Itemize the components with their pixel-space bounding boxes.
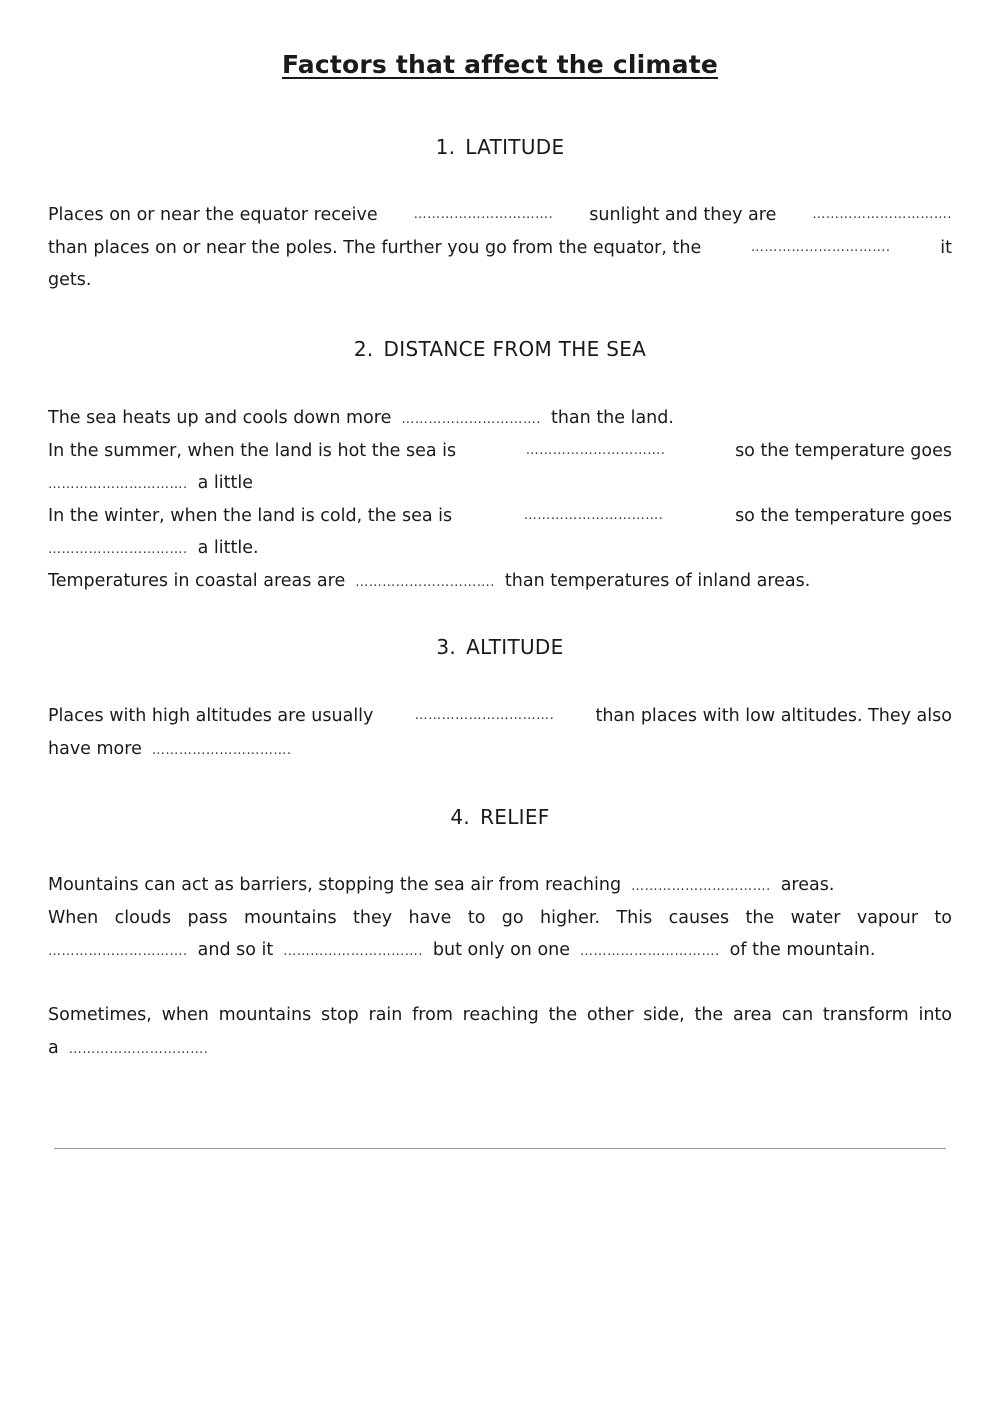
text-line <box>48 869 952 902</box>
answer-blank[interactable]: …………………………. <box>631 879 771 894</box>
text-fragment: a little. <box>197 538 259 558</box>
text-line <box>48 1032 952 1065</box>
text-fragment: The sea heats up and cools down more <box>48 408 392 428</box>
text-fragment: than temperatures of inland areas. <box>504 570 811 591</box>
answer-blank[interactable]: …………………………. <box>750 239 891 255</box>
section-heading-altitude <box>0 635 1000 659</box>
text-fragment: a little <box>197 473 254 493</box>
answer-blank[interactable]: …………………………. <box>151 742 292 758</box>
answer-blank[interactable]: …………………………. <box>413 207 554 222</box>
answer-blank[interactable]: …………………………. <box>48 944 188 959</box>
text-fragment: In the summer, when the land is hot the sea is <box>48 440 457 461</box>
text-line <box>48 199 952 232</box>
text-fragment: In the winter, when the land is cold, the sea is <box>48 505 453 526</box>
text-line <box>48 500 952 533</box>
answer-blank[interactable]: …………………………. <box>812 207 952 222</box>
text-fragment: a <box>48 1037 59 1058</box>
section-number: 4. <box>450 805 471 829</box>
section-title: RELIEF <box>480 805 550 829</box>
text-line <box>48 700 952 733</box>
section-title: ALTITUDE <box>466 635 564 659</box>
text-fragment: sunlight and they are <box>589 205 777 225</box>
section-heading-relief <box>0 805 1000 829</box>
text-line <box>48 532 952 565</box>
answer-blank[interactable]: …………………………. <box>355 574 495 590</box>
text-fragment: but only on one <box>432 940 571 960</box>
text-fragment: so the temperature goes <box>735 440 952 461</box>
text-fragment: When clouds pass mountains they have to go higher. This causes the water vapour to <box>48 907 952 928</box>
section-heading-latitude <box>0 135 1000 159</box>
text-line <box>48 934 952 967</box>
text-line <box>48 264 952 297</box>
text-fragment: than places on or near the poles. The further you go from the equator, the <box>48 237 702 258</box>
text-fragment: Mountains can act as barriers, stopping the sea air from reaching <box>48 875 622 895</box>
section-title: DISTANCE FROM THE SEA <box>383 337 647 361</box>
text-line <box>48 402 952 435</box>
section-heading-distance-from-sea <box>0 337 1000 361</box>
answer-blank[interactable]: …………………………. <box>68 1041 209 1057</box>
text-fragment: Places on or near the equator receive <box>48 205 378 225</box>
answer-blank[interactable]: …………………………. <box>523 507 664 523</box>
answer-blank[interactable]: …………………………. <box>525 442 666 458</box>
text-fragment: Places with high altitudes are usually <box>48 706 374 726</box>
text-fragment: Temperatures in coastal areas are <box>48 570 346 591</box>
answer-blank[interactable]: …………………………. <box>414 708 555 723</box>
text-fragment: have more <box>48 738 142 759</box>
section-number: 3. <box>436 635 457 659</box>
section-title: LATITUDE <box>465 135 565 159</box>
text-line <box>48 435 952 468</box>
text-fragment: than places with low altitudes. They also <box>595 706 952 726</box>
answer-blank[interactable]: …………………………. <box>283 944 423 959</box>
answer-blank[interactable]: …………………………. <box>48 542 188 557</box>
section-number: 2. <box>353 337 374 361</box>
text-line <box>48 733 952 766</box>
section-text-relief <box>48 869 952 1064</box>
text-line <box>48 999 952 1032</box>
text-fragment: Sometimes, when mountains stop rain from reaching the other side, the area can transform into <box>48 1005 952 1025</box>
answer-blank[interactable]: …………………………. <box>401 412 541 427</box>
text-line <box>48 902 952 935</box>
answer-blank[interactable]: …………………………. <box>580 944 720 959</box>
text-fragment: it <box>940 237 952 258</box>
section-number: 1. <box>435 135 456 159</box>
text-fragment: so the temperature goes <box>735 505 952 526</box>
section-text-distance-from-sea <box>48 402 952 597</box>
text-fragment: of the mountain. <box>729 940 876 960</box>
text-fragment: areas. <box>780 875 835 895</box>
horizontal-divider <box>54 1148 946 1149</box>
text-fragment: and so it <box>197 940 274 960</box>
text-line <box>48 565 952 598</box>
answer-blank[interactable]: …………………………. <box>48 477 188 492</box>
text-line <box>48 467 952 500</box>
text-line <box>48 232 952 265</box>
section-text-altitude <box>48 700 952 765</box>
text-fragment: than the land. <box>550 408 674 428</box>
worksheet-title: Factors that affect the climate <box>281 50 719 79</box>
text-fragment: gets. <box>48 270 92 290</box>
section-text-latitude <box>48 199 952 297</box>
